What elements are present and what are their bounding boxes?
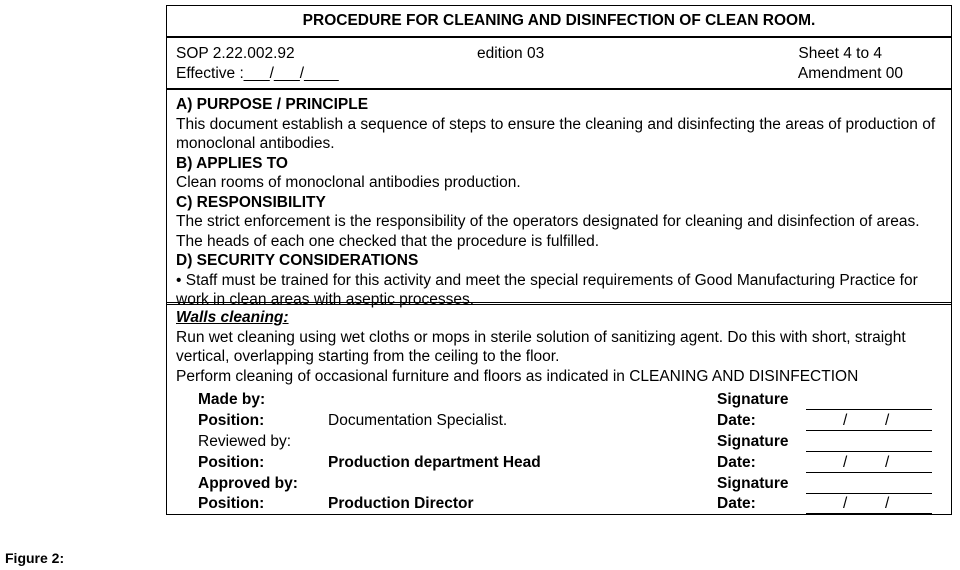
sections-block — [166, 89, 952, 307]
made-by-label: Made by: — [198, 391, 266, 408]
amendment: Amendment 00 — [797, 65, 903, 82]
date-slash: / — [843, 454, 848, 471]
date-label-3: Date: — [717, 495, 756, 512]
purpose-heading: A) PURPOSE / PRINCIPLE — [176, 96, 369, 113]
security-heading: D) SECURITY CONSIDERATIONS — [176, 252, 419, 269]
sop-document — [166, 5, 952, 515]
security-body: • Staff must be trained for this activity and meet the special requirements of Good Manufacturing Practice for work in clean areas with aseptic processes. — [176, 271, 918, 308]
document-header — [166, 37, 952, 89]
walls-heading: Walls cleaning: — [176, 309, 289, 326]
edition: edition 03 — [477, 45, 545, 62]
date-slash: / — [885, 412, 890, 429]
date-slash: / — [843, 495, 848, 512]
position-value-1: Documentation Specialist. — [328, 412, 508, 429]
signature-label-3: Signature — [717, 475, 789, 492]
walls-block — [166, 304, 952, 515]
responsibility-heading: C) RESPONSIBILITY — [176, 193, 326, 211]
reviewed-by-label: Reviewed by: — [198, 433, 292, 450]
date-line-2 — [806, 472, 932, 473]
date-line-3 — [806, 513, 932, 514]
date-slash: / — [885, 454, 890, 471]
purpose-body: This document establish a sequence of steps to ensure the cleaning and disinfecting the areas of production of monoclonal antibodies. — [176, 115, 936, 152]
date-label-1: Date: — [717, 412, 756, 429]
signature-label-2: Signature — [717, 433, 789, 450]
walls-text — [176, 308, 943, 386]
position-label-3: Position: — [198, 495, 265, 512]
sheet-number: Sheet 4 to 4 — [798, 45, 882, 62]
sections-text — [176, 95, 943, 310]
position-label-1: Position: — [198, 412, 265, 429]
walls-body-2: Perform cleaning of occasional furniture and floors as indicated in CLEANING AND DISINFECTION — [176, 367, 859, 385]
signature-label-1: Signature — [717, 391, 789, 408]
date-slash: / — [843, 412, 848, 429]
applies-body: Clean rooms of monoclonal antibodies production. — [176, 174, 521, 191]
effective-date: Effective :___/___/____ — [176, 65, 339, 82]
position-value-3: Production Director — [328, 495, 474, 512]
position-label-2: Position: — [198, 454, 265, 471]
walls-body-1: Run wet cleaning using wet cloths or mops in sterile solution of sanitizing agent. Do this with short, straight vertical, overlapping starting from the ceiling to the floor. — [176, 328, 906, 365]
date-label-2: Date: — [717, 454, 756, 471]
date-line-1 — [806, 430, 932, 431]
date-slash: / — [885, 495, 890, 512]
signature-line-2 — [806, 451, 932, 452]
applies-heading: B) APPLIES TO — [176, 154, 288, 172]
responsibility-body: The strict enforcement is the responsibility of the operators designated for cleaning and disinfection of areas. The heads of each one checked that the procedure is fulfilled. — [176, 213, 920, 250]
document-title: PROCEDURE FOR CLEANING AND DISINFECTION OF CLEAN ROOM. — [166, 5, 952, 37]
signature-line-1 — [806, 409, 932, 410]
approved-by-label: Approved by: — [198, 475, 298, 492]
figure-caption: Figure 2: — [5, 550, 65, 566]
signature-line-3 — [806, 493, 932, 494]
sop-number: SOP 2.22.002.92 — [176, 45, 295, 62]
position-value-2: Production department Head — [328, 454, 541, 471]
